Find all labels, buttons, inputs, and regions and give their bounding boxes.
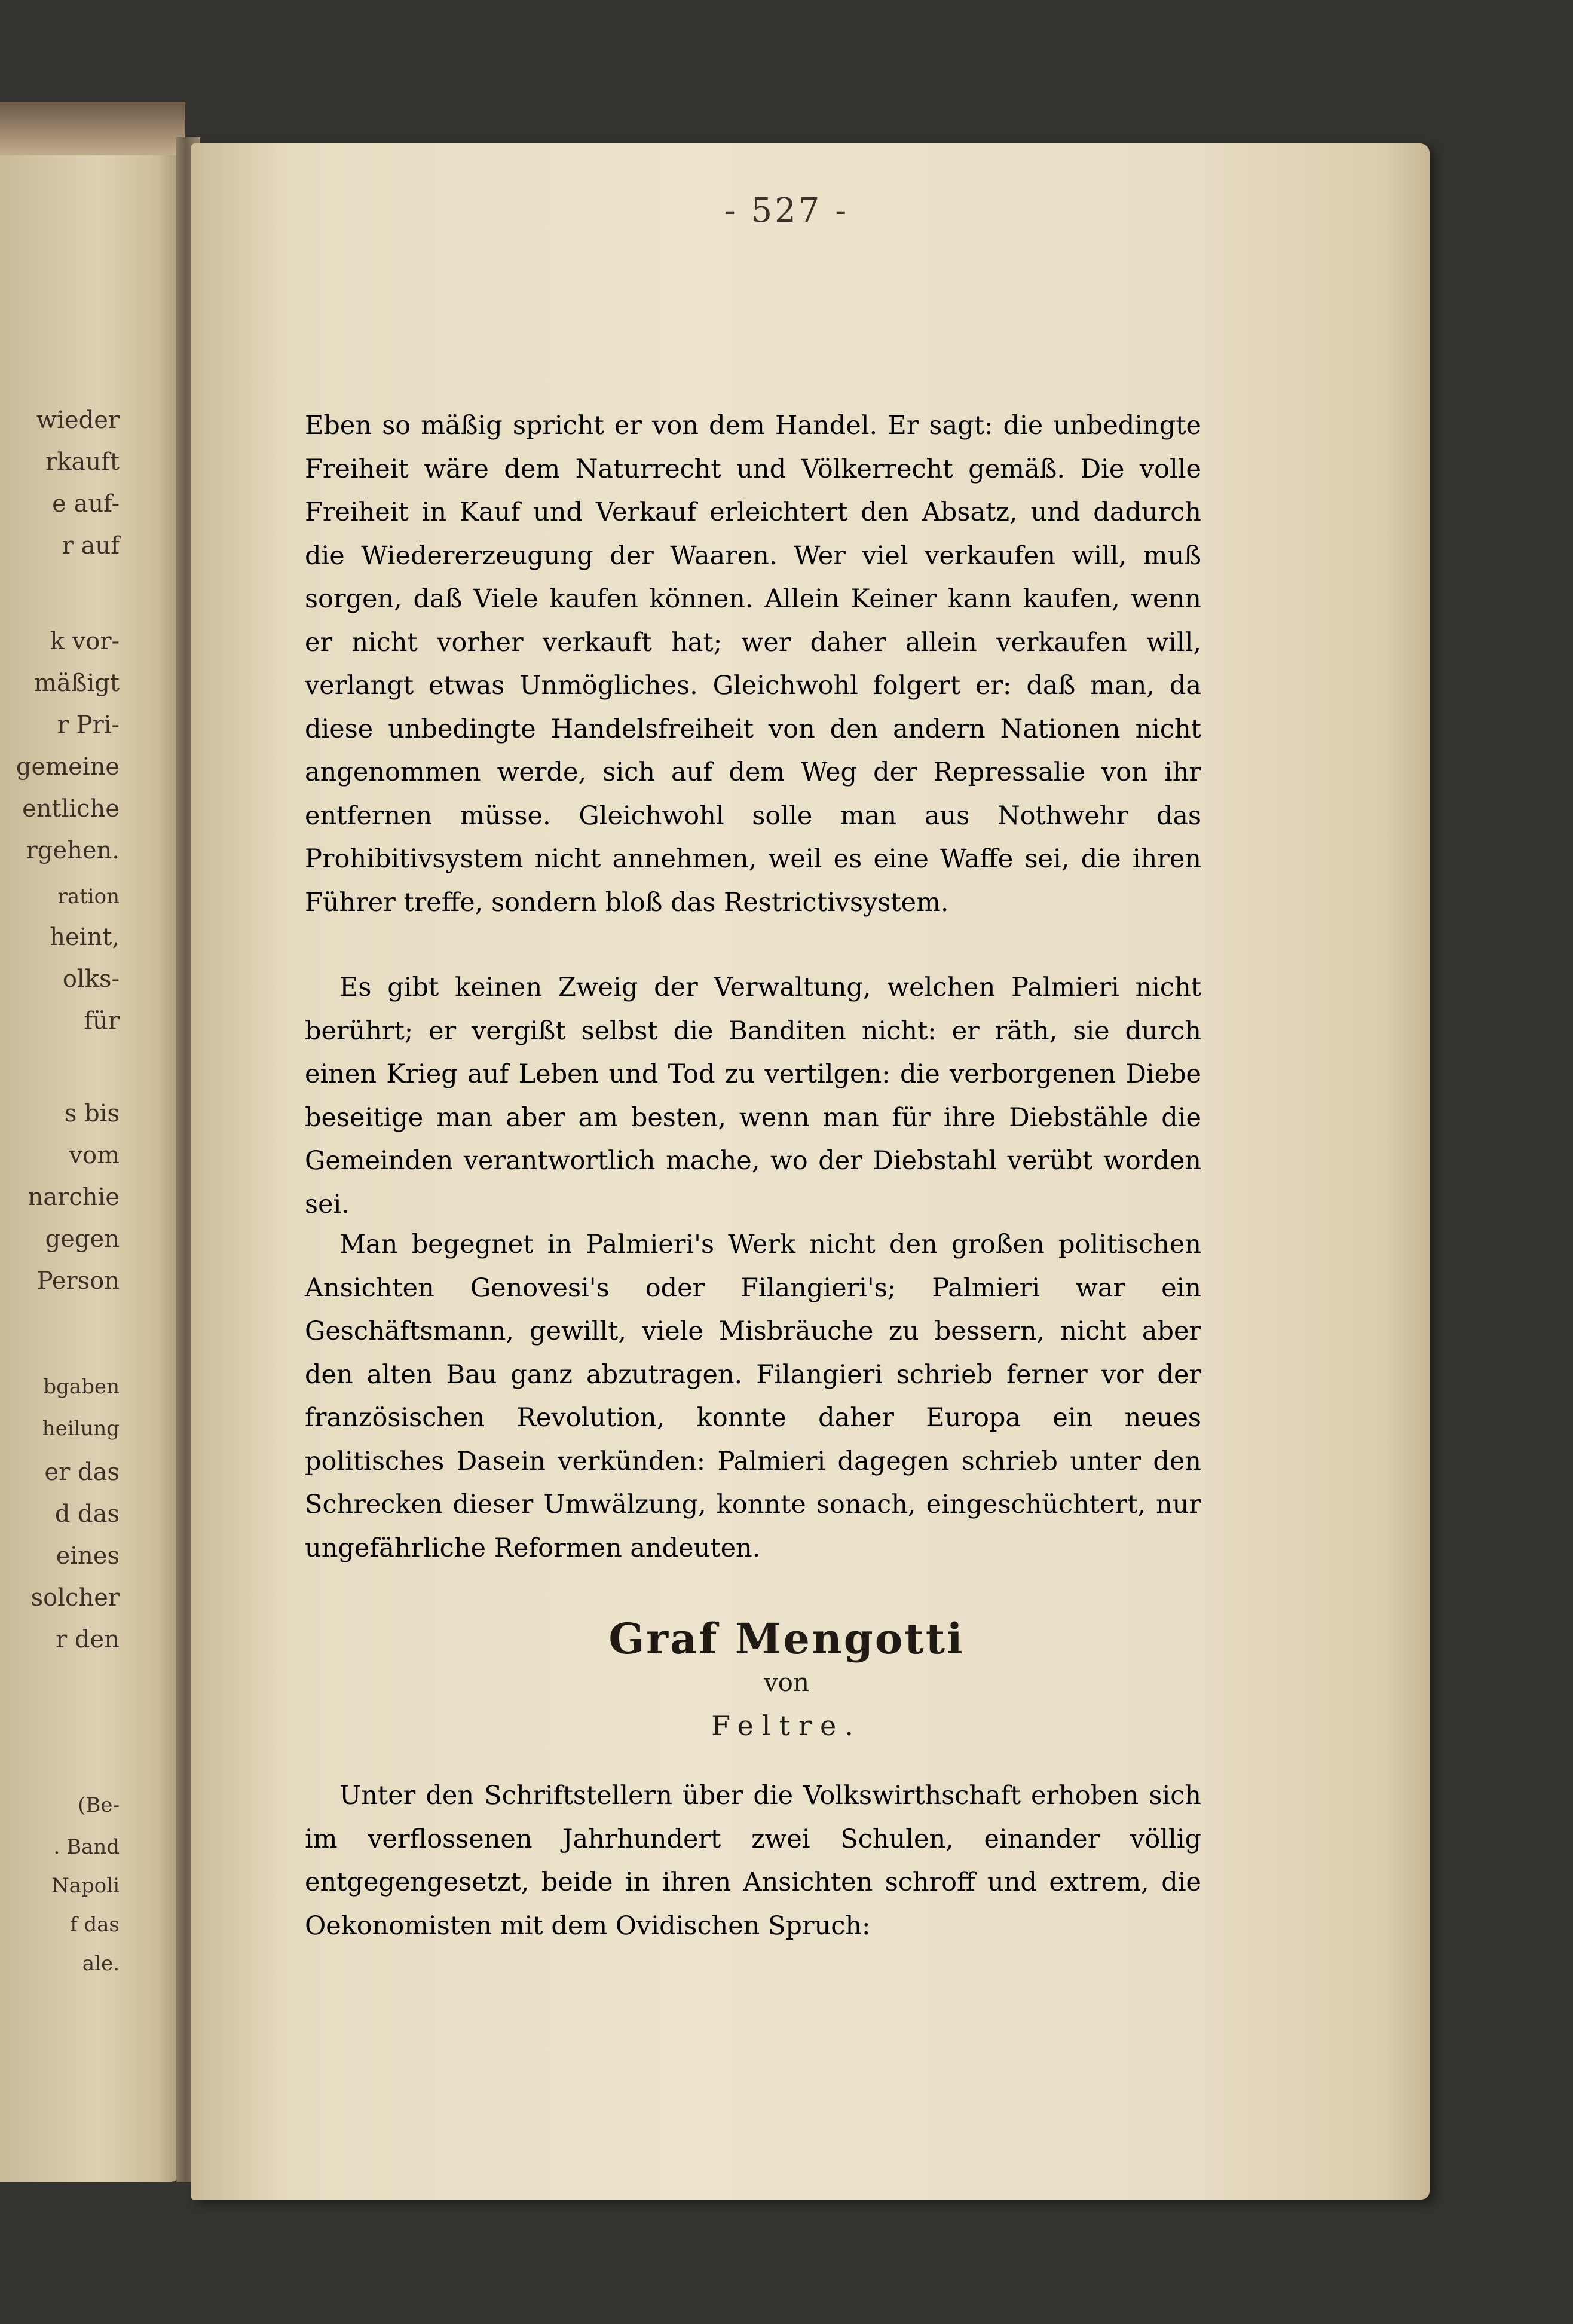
left-fragment: r Pri- bbox=[57, 711, 120, 739]
left-fragment: r auf bbox=[62, 532, 120, 559]
left-fragment: solcher bbox=[30, 1584, 120, 1611]
section-title: Graf Mengotti bbox=[608, 1614, 965, 1664]
left-fragment: d das bbox=[54, 1500, 120, 1528]
section-subtitle-place: Feltre. bbox=[711, 1710, 862, 1742]
left-fragment: . Band bbox=[53, 1835, 120, 1859]
paragraph bbox=[305, 1223, 1201, 1570]
paragraph-text: Eben so mäßig spricht er von dem Handel. Er sagt: die unbedingte Freiheit wäre dem Naturrecht und Völkerrecht gemäß. Die volle Freiheit in Kauf und Verkauf erleichtert den Absatz, und dadurch die Wiedererzeugung der Waaren. Wer viel verkaufen will, muß sorgen, daß Viele kaufen können. Allein Keiner kann kaufen, wenn er nicht vorher verkauft hat; wer daher allein verkaufen will, verlangt etwas Unmögliches. Gleichwohl folgert er: daß man, da diese unbedingte Handelsfreiheit von den andern Nationen nicht angenommen werde, sich auf dem Weg der Repressalie von ihr entfernen müsse. Gleichwohl solle man aus Nothwehr das Prohibitivsystem nicht annehmen, weil es eine Waffe sei, die ihren Führer treffe, sondern bloß das Restrictivsystem. bbox=[305, 411, 1201, 918]
paragraph-text: Unter den Schriftstellern über die Volkswirthschaft erhoben sich im verflossenen Jahrhundert zwei Schulen, einander völlig entgegengesetzt, beide in ihren Ansichten schroff und extrem, die Oekonomisten mit dem Ovidischen Spruch: bbox=[305, 1781, 1201, 1941]
left-fragment: heint, bbox=[50, 924, 120, 951]
section-subtitle-von: von bbox=[763, 1668, 810, 1697]
left-fragment: k vor- bbox=[50, 628, 120, 655]
page-number: - 527 - bbox=[724, 191, 849, 230]
closing-paragraph bbox=[305, 1774, 1201, 1947]
left-fragment: entliche bbox=[22, 795, 120, 822]
left-fragment: rgehen. bbox=[26, 837, 120, 864]
left-fragment: r den bbox=[56, 1626, 120, 1653]
left-fragment: er das bbox=[44, 1458, 120, 1486]
left-fragment: ration bbox=[57, 885, 120, 909]
left-fragment: f das bbox=[70, 1913, 120, 1937]
left-fragment: rkauft bbox=[45, 448, 120, 476]
left-fragment: bgaben bbox=[43, 1375, 120, 1399]
left-fragment: eines bbox=[56, 1542, 120, 1570]
left-fragment: Napoli bbox=[51, 1874, 120, 1898]
paragraph-text: Man begegnet in Palmieri's Werk nicht den großen politischen Ansichten Genovesi's oder Filangieri's; Palmieri war ein Geschäftsmann, gewillt, viele Misbräuche zu bessern, nicht aber den alten Bau ganz abzutragen. Filangieri schrieb ferner vor der französischen Revolution, konnte daher Europa ein neues politisches Dasein verkünden: Palmieri dagegen schrieb unter den Schrecken dieser Umwälzung, konnte sonach, eingeschüchtert, nur ungefährliche Reformen andeuten. bbox=[305, 1230, 1201, 1563]
paragraph bbox=[305, 404, 1201, 924]
left-fragment: wieder bbox=[36, 406, 120, 434]
left-fragment: vom bbox=[69, 1142, 120, 1169]
left-page bbox=[0, 137, 179, 2182]
left-page-edge bbox=[0, 102, 185, 155]
left-fragment: (Be- bbox=[78, 1793, 120, 1817]
left-fragment: s bis bbox=[64, 1100, 120, 1127]
left-fragment: für bbox=[84, 1007, 120, 1035]
paragraph-text: Es gibt keinen Zweig der Verwaltung, welchen Palmieri nicht berührt; er vergißt selbst die Banditen nicht: er räth, sie durch einen Krieg auf Leben und Tod zu vertilgen: die verborgenen Diebe beseitige man aber am besten, wenn man für ihre Diebstähle die Gemeinden verantwortlich mache, wo der Diebstahl verübt worden sei. bbox=[305, 973, 1201, 1219]
left-fragment: ale. bbox=[82, 1952, 120, 1976]
left-fragment: gegen bbox=[45, 1225, 120, 1253]
left-fragment: gemeine bbox=[16, 753, 120, 781]
left-fragment: Person bbox=[36, 1267, 120, 1295]
left-fragment: mäßigt bbox=[34, 669, 120, 697]
paragraph bbox=[305, 966, 1201, 1226]
left-fragment: e auf- bbox=[52, 490, 120, 518]
left-fragment: olks- bbox=[62, 965, 120, 993]
left-fragment: heilung bbox=[42, 1417, 120, 1441]
left-fragment: narchie bbox=[27, 1184, 120, 1211]
